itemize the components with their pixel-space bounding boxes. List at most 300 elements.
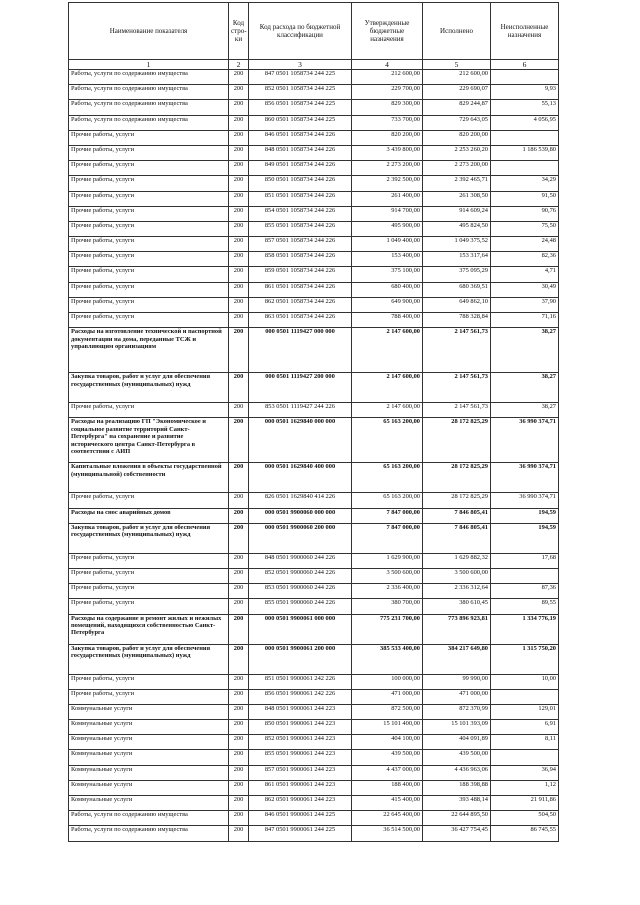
row-approved-cell: 7 847 000,00 [352,523,423,553]
row-approved-cell: 2 392 500,00 [352,176,423,191]
row-executed-cell: 384 217 649,80 [423,644,491,674]
row-name-cell: Коммунальные услуги [69,735,229,750]
row-expense-code-cell: 855 0501 9900060 244 226 [249,599,352,614]
row-name-cell: Работы, услуги по содержанию имущества [69,811,229,826]
row-unexecuted-cell [491,161,559,176]
row-name-cell: Закупка товаров, работ и услуг для обеспечения государственных (муниципальных) нужд [69,373,229,403]
row-name-cell: Прочие работы, услуги [69,297,229,312]
row-unexecuted-cell: 38,27 [491,328,559,373]
row-name-cell: Расходы на снос аварийных домов [69,508,229,523]
row-approved-cell: 829 300,00 [352,100,423,115]
row-unexecuted-cell [491,130,559,145]
row-line-code-cell: 200 [229,463,249,493]
table-row [69,735,559,750]
row-unexecuted-cell: 38,27 [491,373,559,403]
row-name-cell: Коммунальные услуги [69,796,229,811]
row-line-code-cell: 200 [229,811,249,826]
row-line-code-cell: 200 [229,704,249,719]
row-unexecuted-cell: 30,49 [491,282,559,297]
row-expense-code-cell: 855 0501 1058734 244 226 [249,221,352,236]
row-executed-cell: 261 308,50 [423,191,491,206]
row-approved-cell: 212 600,00 [352,70,423,85]
row-unexecuted-cell: 36 990 374,71 [491,463,559,493]
row-line-code-cell: 200 [229,252,249,267]
table-row [69,115,559,130]
header-line-code: Код стро-ки [229,3,249,60]
row-approved-cell: 404 100,00 [352,735,423,750]
row-approved-cell: 471 000,00 [352,689,423,704]
row-expense-code-cell: 848 0501 1058734 244 226 [249,145,352,160]
row-executed-cell: 28 172 825,29 [423,418,491,463]
row-line-code-cell: 200 [229,553,249,568]
row-name-cell: Работы, услуги по содержанию имущества [69,70,229,85]
row-expense-code-cell: 846 0501 1058734 244 226 [249,130,352,145]
row-approved-cell: 36 514 500,00 [352,826,423,841]
row-approved-cell: 22 645 400,00 [352,811,423,826]
row-unexecuted-cell: 21 911,86 [491,796,559,811]
row-line-code-cell: 200 [229,373,249,403]
table-row [69,191,559,206]
row-name-cell: Коммунальные услуги [69,750,229,765]
table-row [69,750,559,765]
row-executed-cell: 872 370,99 [423,704,491,719]
row-executed-cell: 914 609,24 [423,206,491,221]
row-name-cell: Работы, услуги по содержанию имущества [69,826,229,841]
row-expense-code-cell: 000 0501 1629840 000 000 [249,418,352,463]
row-approved-cell: 188 400,00 [352,780,423,795]
row-name-cell: Коммунальные услуги [69,765,229,780]
row-approved-cell: 439 500,00 [352,750,423,765]
row-executed-cell: 1 049 375,52 [423,237,491,252]
row-executed-cell: 229 690,07 [423,85,491,100]
row-name-cell: Работы, услуги по содержанию имущества [69,85,229,100]
row-unexecuted-cell: 4 056,95 [491,115,559,130]
row-expense-code-cell: 849 0501 1058734 244 226 [249,161,352,176]
row-name-cell: Прочие работы, услуги [69,145,229,160]
row-unexecuted-cell: 36,94 [491,765,559,780]
row-expense-code-cell: 853 0501 1119427 244 226 [249,403,352,418]
row-approved-cell: 100 000,00 [352,674,423,689]
row-line-code-cell: 200 [229,599,249,614]
row-approved-cell: 380 700,00 [352,599,423,614]
row-executed-cell: 36 427 754,45 [423,826,491,841]
row-unexecuted-cell: 194,59 [491,508,559,523]
table-row [69,689,559,704]
row-expense-code-cell: 854 0501 1058734 244 226 [249,206,352,221]
row-approved-cell: 1 629 900,00 [352,553,423,568]
row-expense-code-cell: 000 0501 9900061 200 000 [249,644,352,674]
row-unexecuted-cell: 89,55 [491,599,559,614]
header-name: Наименование показателя [69,3,229,60]
row-name-cell: Закупка товаров, работ и услуг для обеспечения государственных (муниципальных) нужд [69,644,229,674]
row-executed-cell: 829 244,87 [423,100,491,115]
row-name-cell: Работы, услуги по содержанию имущества [69,115,229,130]
row-approved-cell: 261 400,00 [352,191,423,206]
row-line-code-cell: 200 [229,176,249,191]
row-line-code-cell: 200 [229,674,249,689]
row-unexecuted-cell: 86 745,55 [491,826,559,841]
row-approved-cell: 914 700,00 [352,206,423,221]
row-line-code-cell: 200 [229,418,249,463]
row-line-code-cell: 200 [229,614,249,644]
row-executed-cell: 28 172 825,29 [423,463,491,493]
row-approved-cell: 7 847 000,00 [352,508,423,523]
row-approved-cell: 229 700,00 [352,85,423,100]
row-name-cell: Коммунальные услуги [69,704,229,719]
row-executed-cell: 212 600,00 [423,70,491,85]
row-expense-code-cell: 848 0501 9900061 244 223 [249,704,352,719]
row-expense-code-cell: 847 0501 9900061 244 225 [249,826,352,841]
header-expense-code: Код расхода по бюджетной классификации [249,3,352,60]
table-row [69,206,559,221]
row-line-code-cell: 200 [229,191,249,206]
row-line-code-cell: 200 [229,796,249,811]
row-unexecuted-cell: 37,90 [491,297,559,312]
row-unexecuted-cell: 9,93 [491,85,559,100]
row-expense-code-cell: 857 0501 1058734 244 226 [249,237,352,252]
row-line-code-cell: 200 [229,328,249,373]
table-row [69,145,559,160]
row-expense-code-cell: 848 0501 9900060 244 226 [249,553,352,568]
row-executed-cell: 15 101 393,09 [423,720,491,735]
row-executed-cell: 153 317,64 [423,252,491,267]
row-unexecuted-cell: 8,11 [491,735,559,750]
table-body [69,70,559,842]
row-executed-cell: 4 436 963,06 [423,765,491,780]
row-unexecuted-cell: 38,27 [491,403,559,418]
table-row [69,463,559,493]
row-name-cell: Прочие работы, услуги [69,674,229,689]
table-row [69,780,559,795]
row-approved-cell: 65 163 200,00 [352,418,423,463]
row-unexecuted-cell: 17,68 [491,553,559,568]
table-row [69,100,559,115]
row-line-code-cell: 200 [229,70,249,85]
row-executed-cell: 820 200,00 [423,130,491,145]
row-expense-code-cell: 851 0501 9900061 242 226 [249,674,352,689]
table-row [69,252,559,267]
row-executed-cell: 649 862,10 [423,297,491,312]
table-row [69,568,559,583]
row-name-cell: Расходы на реализацию ГП "Экономическое и социальное развитие территорий Санкт-Петербурга" на сохранение и развитие исторического центра Санкт-Петербурга в соответствии с АИП [69,418,229,463]
table-row [69,523,559,553]
row-unexecuted-cell: 1 186 539,80 [491,145,559,160]
table-row [69,644,559,674]
row-executed-cell: 2 273 200,00 [423,161,491,176]
row-approved-cell: 820 200,00 [352,130,423,145]
row-approved-cell: 495 900,00 [352,221,423,236]
row-unexecuted-cell [491,750,559,765]
table-row [69,493,559,508]
row-expense-code-cell: 862 0501 9900061 244 223 [249,796,352,811]
table-row [69,237,559,252]
column-number: 6 [491,60,559,70]
table-row [69,267,559,282]
row-expense-code-cell: 000 0501 1119427 200 000 [249,373,352,403]
row-expense-code-cell: 852 0501 9900060 244 226 [249,568,352,583]
row-executed-cell: 393 488,14 [423,796,491,811]
row-name-cell: Прочие работы, услуги [69,221,229,236]
row-expense-code-cell: 862 0501 1058734 244 226 [249,297,352,312]
row-line-code-cell: 200 [229,130,249,145]
row-approved-cell: 65 163 200,00 [352,493,423,508]
row-name-cell: Прочие работы, услуги [69,553,229,568]
row-name-cell: Капитальные вложения в объекты государственной (муниципальной) собственности [69,463,229,493]
row-unexecuted-cell: 36 990 374,71 [491,418,559,463]
row-unexecuted-cell: 71,16 [491,313,559,328]
row-expense-code-cell: 826 0501 1629840 414 226 [249,493,352,508]
row-unexecuted-cell: 82,36 [491,252,559,267]
table-row [69,704,559,719]
row-expense-code-cell: 846 0501 9900061 244 225 [249,811,352,826]
table-row [69,85,559,100]
table-row [69,176,559,191]
row-approved-cell: 2 147 600,00 [352,373,423,403]
row-line-code-cell: 200 [229,780,249,795]
row-approved-cell: 733 700,00 [352,115,423,130]
row-approved-cell: 2 336 400,00 [352,584,423,599]
row-unexecuted-cell: 90,76 [491,206,559,221]
row-line-code-cell: 200 [229,221,249,236]
row-approved-cell: 375 100,00 [352,267,423,282]
row-approved-cell: 680 400,00 [352,282,423,297]
table-row [69,221,559,236]
row-name-cell: Прочие работы, услуги [69,282,229,297]
table-row [69,418,559,463]
row-expense-code-cell: 857 0501 9900061 244 223 [249,765,352,780]
row-executed-cell: 3 500 600,00 [423,568,491,583]
row-expense-code-cell: 000 0501 1119427 000 000 [249,328,352,373]
row-name-cell: Прочие работы, услуги [69,191,229,206]
row-line-code-cell: 200 [229,689,249,704]
row-name-cell: Прочие работы, услуги [69,267,229,282]
row-line-code-cell: 200 [229,267,249,282]
table-row [69,373,559,403]
row-expense-code-cell: 847 0501 1058734 244 225 [249,70,352,85]
column-number: 4 [352,60,423,70]
row-line-code-cell: 200 [229,161,249,176]
row-executed-cell: 729 643,05 [423,115,491,130]
table-row [69,282,559,297]
row-unexecuted-cell [491,70,559,85]
row-line-code-cell: 200 [229,145,249,160]
row-line-code-cell: 200 [229,297,249,312]
row-unexecuted-cell: 1,12 [491,780,559,795]
budget-table [68,2,559,842]
table-row [69,297,559,312]
row-executed-cell: 28 172 825,29 [423,493,491,508]
row-name-cell: Закупка товаров, работ и услуг для обеспечения государственных (муниципальных) нужд [69,523,229,553]
row-line-code-cell: 200 [229,826,249,841]
table-row [69,765,559,780]
row-expense-code-cell: 856 0501 9900061 242 226 [249,689,352,704]
row-line-code-cell: 200 [229,313,249,328]
row-approved-cell: 385 533 400,00 [352,644,423,674]
row-executed-cell: 7 846 805,41 [423,508,491,523]
row-executed-cell: 788 328,84 [423,313,491,328]
row-name-cell: Прочие работы, услуги [69,584,229,599]
row-expense-code-cell: 853 0501 9900060 244 226 [249,584,352,599]
row-unexecuted-cell: 194,59 [491,523,559,553]
row-approved-cell: 2 147 600,00 [352,328,423,373]
row-approved-cell: 2 147 600,00 [352,403,423,418]
row-line-code-cell: 200 [229,100,249,115]
row-name-cell: Прочие работы, услуги [69,689,229,704]
row-name-cell: Прочие работы, услуги [69,568,229,583]
row-expense-code-cell: 863 0501 1058734 244 226 [249,313,352,328]
row-executed-cell: 7 846 805,41 [423,523,491,553]
table-row [69,674,559,689]
row-approved-cell: 3 439 800,00 [352,145,423,160]
row-executed-cell: 680 369,51 [423,282,491,297]
row-name-cell: Прочие работы, услуги [69,161,229,176]
row-executed-cell: 1 629 882,32 [423,553,491,568]
row-line-code-cell: 200 [229,644,249,674]
row-approved-cell: 4 437 000,00 [352,765,423,780]
table-row [69,508,559,523]
header-unexecuted: Неисполненные назначения [491,3,559,60]
row-name-cell: Прочие работы, услуги [69,237,229,252]
row-name-cell: Прочие работы, услуги [69,176,229,191]
row-approved-cell: 153 400,00 [352,252,423,267]
row-executed-cell: 404 091,89 [423,735,491,750]
row-executed-cell: 2 392 465,71 [423,176,491,191]
table-row [69,161,559,176]
row-unexecuted-cell: 34,29 [491,176,559,191]
table-header [69,3,559,70]
row-name-cell: Прочие работы, услуги [69,403,229,418]
table-row [69,70,559,85]
table-row [69,313,559,328]
row-unexecuted-cell: 36 990 374,71 [491,493,559,508]
table-row [69,130,559,145]
row-approved-cell: 872 500,00 [352,704,423,719]
row-name-cell: Расходы на содержание и ремонт жилых и нежилых помещений, находящихся собственностью Санкт-Петербурга [69,614,229,644]
row-expense-code-cell: 855 0501 9900061 244 223 [249,750,352,765]
row-approved-cell: 15 101 400,00 [352,720,423,735]
row-executed-cell: 2 253 260,20 [423,145,491,160]
row-expense-code-cell: 860 0501 1058734 244 225 [249,115,352,130]
row-executed-cell: 439 500,00 [423,750,491,765]
row-approved-cell: 1 049 400,00 [352,237,423,252]
row-executed-cell: 380 610,45 [423,599,491,614]
row-expense-code-cell: 000 0501 9900060 000 000 [249,508,352,523]
row-line-code-cell: 200 [229,508,249,523]
row-approved-cell: 2 273 200,00 [352,161,423,176]
row-executed-cell: 188 398,88 [423,780,491,795]
row-name-cell: Прочие работы, услуги [69,493,229,508]
row-name-cell: Прочие работы, услуги [69,599,229,614]
row-approved-cell: 649 900,00 [352,297,423,312]
table-row [69,614,559,644]
row-expense-code-cell: 858 0501 1058734 244 226 [249,252,352,267]
row-line-code-cell: 200 [229,735,249,750]
row-expense-code-cell: 000 0501 1629840 400 000 [249,463,352,493]
row-line-code-cell: 200 [229,493,249,508]
row-unexecuted-cell: 55,13 [491,100,559,115]
row-unexecuted-cell: 1 315 750,20 [491,644,559,674]
row-name-cell: Прочие работы, услуги [69,313,229,328]
row-unexecuted-cell: 4,71 [491,267,559,282]
row-line-code-cell: 200 [229,403,249,418]
row-name-cell: Работы, услуги по содержанию имущества [69,100,229,115]
row-executed-cell: 2 147 561,73 [423,403,491,418]
header-approved: Утвержденные бюджетные назначения [352,3,423,60]
row-expense-code-cell: 859 0501 1058734 244 226 [249,267,352,282]
column-number: 3 [249,60,352,70]
row-line-code-cell: 200 [229,237,249,252]
table-row [69,553,559,568]
row-expense-code-cell: 861 0501 9900061 244 223 [249,780,352,795]
row-executed-cell: 495 824,50 [423,221,491,236]
header-executed: Исполнено [423,3,491,60]
row-executed-cell: 2 336 312,64 [423,584,491,599]
row-unexecuted-cell: 87,36 [491,584,559,599]
row-name-cell: Расходы на изготовление технической и паспортной документации на дома, переданные ТСЖ и управляющим организациям [69,328,229,373]
row-line-code-cell: 200 [229,523,249,553]
row-name-cell: Прочие работы, услуги [69,252,229,267]
row-approved-cell: 3 500 600,00 [352,568,423,583]
row-expense-code-cell: 850 0501 1058734 244 226 [249,176,352,191]
row-unexecuted-cell: 1 334 776,19 [491,614,559,644]
row-unexecuted-cell: 504,50 [491,811,559,826]
row-line-code-cell: 200 [229,720,249,735]
row-line-code-cell: 200 [229,115,249,130]
row-line-code-cell: 200 [229,568,249,583]
row-executed-cell: 2 147 561,73 [423,373,491,403]
row-executed-cell: 471 000,00 [423,689,491,704]
row-expense-code-cell: 852 0501 9900061 244 223 [249,735,352,750]
row-expense-code-cell: 856 0501 1058734 244 225 [249,100,352,115]
row-line-code-cell: 200 [229,85,249,100]
row-expense-code-cell: 850 0501 9900061 244 223 [249,720,352,735]
row-executed-cell: 2 147 561,73 [423,328,491,373]
row-name-cell: Прочие работы, услуги [69,130,229,145]
table-row [69,796,559,811]
row-unexecuted-cell: 6,91 [491,720,559,735]
row-unexecuted-cell: 91,50 [491,191,559,206]
row-unexecuted-cell: 10,00 [491,674,559,689]
column-number: 5 [423,60,491,70]
column-number: 1 [69,60,229,70]
row-executed-cell: 773 896 923,81 [423,614,491,644]
row-approved-cell: 415 400,00 [352,796,423,811]
row-unexecuted-cell: 129,01 [491,704,559,719]
row-approved-cell: 65 163 200,00 [352,463,423,493]
table-row [69,826,559,841]
row-unexecuted-cell [491,568,559,583]
row-unexecuted-cell: 24,48 [491,237,559,252]
row-line-code-cell: 200 [229,750,249,765]
row-expense-code-cell: 851 0501 1058734 244 226 [249,191,352,206]
row-executed-cell: 375 095,29 [423,267,491,282]
row-approved-cell: 788 400,00 [352,313,423,328]
row-expense-code-cell: 852 0501 1058734 244 225 [249,85,352,100]
row-line-code-cell: 200 [229,206,249,221]
row-expense-code-cell: 000 0501 9900061 000 000 [249,614,352,644]
row-line-code-cell: 200 [229,765,249,780]
table-row [69,328,559,373]
column-number: 2 [229,60,249,70]
row-expense-code-cell: 861 0501 1058734 244 226 [249,282,352,297]
row-line-code-cell: 200 [229,584,249,599]
row-executed-cell: 99 990,00 [423,674,491,689]
row-unexecuted-cell: 75,50 [491,221,559,236]
row-executed-cell: 22 644 895,50 [423,811,491,826]
row-approved-cell: 775 231 700,00 [352,614,423,644]
row-name-cell: Коммунальные услуги [69,780,229,795]
report-sheet [68,2,558,842]
